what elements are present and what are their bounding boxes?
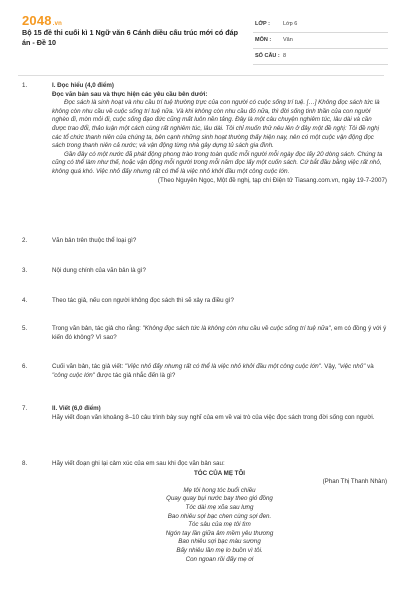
- page-header: [0, 0, 400, 66]
- passage-paragraph-2: Gần đây có một nước đã phát động phong trào trong toàn quốc mỗi người mỗi ngày đọc lấy 20 dòng sách. Chúng ta cũng có thể làm như thế, hoặc vận động mỗi người trong mỗi năm đọc lấy một cuốn sách. Cứ bắt đầu bằng việc rất nhỏ, không quá khó. Việc nhỏ đấy nhưng rất có thể là việc nhỏ khởi đầu một công cuộc lớn.: [52, 150, 383, 175]
- poem-line: Con ngoan rồi đấy mẹ ơi: [185, 555, 254, 563]
- section-heading-reading: I. Đọc hiểu (4,0 điểm): [52, 82, 114, 89]
- reading-instruction: Đọc văn bản sau và thực hiện các yêu cầu bên dưới:: [52, 90, 208, 98]
- site-logo[interactable]: 2048.vn: [22, 13, 63, 28]
- poem-line: Ngón tay lần giữa âm mềm yêu thương: [165, 529, 274, 537]
- poem-line: Bao nhiêu sợi bạc màu sương: [178, 538, 261, 546]
- poem-line: Mẹ tôi hong tóc buổi chiều: [183, 486, 256, 494]
- meta-row-class: LỚP : Lớp 6: [253, 17, 388, 33]
- poem-line: Tóc dài mẹ xõa sau lưng: [185, 503, 254, 511]
- poem-body: [52, 487, 387, 564]
- header-divider: [18, 75, 384, 76]
- passage-source: (Theo Nguyên Ngọc, Một đề nghị, tạp chí Điện tử Tiasang.com.vn, ngày 19-7-2007): [157, 176, 387, 184]
- poem-line: Bao nhiêu sợi bạc chen cùng sợi đen.: [167, 512, 272, 520]
- passage-paragraph-1: Đọc sách là sinh hoạt và nhu cầu trí tuệ thường trực của con người có cuộc sống trí tuệ. […] Không đọc sách tức là không còn nhu cầu về cuộc sống trí tuệ nữa. Và khi không còn nhu cầu đó nữa, thì đời sống tinh thần của con người nghèo đi, mòn mỏi đi, cuộc sống đạo đức cũng mất luôn nền tảng. Đây là một câu chuyện nghiêm túc, lâu dài và cần được trao đổi, thảo luận một cách cùng rất nghiêm túc, lâu dài. Tôi chỉ muốn thử nêu lên ở đây một đề nghị: Tôi đề nghị các tổ chức thanh niên của chúng ta, bên cạnh những sinh hoạt thường thấy hiện nay, nên có một cuộc vận động đọc sách trong thanh niên cả nước; và vận động từng nhà gây dựng tủ sách gia đình.: [52, 99, 380, 150]
- poem-title: TÓC CỦA MẸ TÔI: [194, 469, 245, 477]
- meta-table: [253, 17, 388, 65]
- poem-line: Quay quay bụi nước bay theo gió đồng: [166, 495, 273, 503]
- poem-line: Tóc sâu của mẹ tôi tìm: [188, 521, 251, 529]
- poem-author: (Phan Thị Thanh Nhàn): [322, 478, 387, 486]
- poem-line: Bấy nhiêu lần mẹ lo buồn vì tôi.: [176, 546, 263, 554]
- section-heading-writing: II. Viết (6,0 điểm): [52, 405, 101, 412]
- document-title: Bộ 15 đề thi cuối kì 1 Ngữ văn 6 Cánh diều cấu trúc mới có đáp án - Đề 10: [22, 28, 239, 47]
- meta-row-subject: MÔN : Văn: [253, 33, 388, 49]
- meta-row-count: SỐ CÂU : 8: [253, 49, 388, 65]
